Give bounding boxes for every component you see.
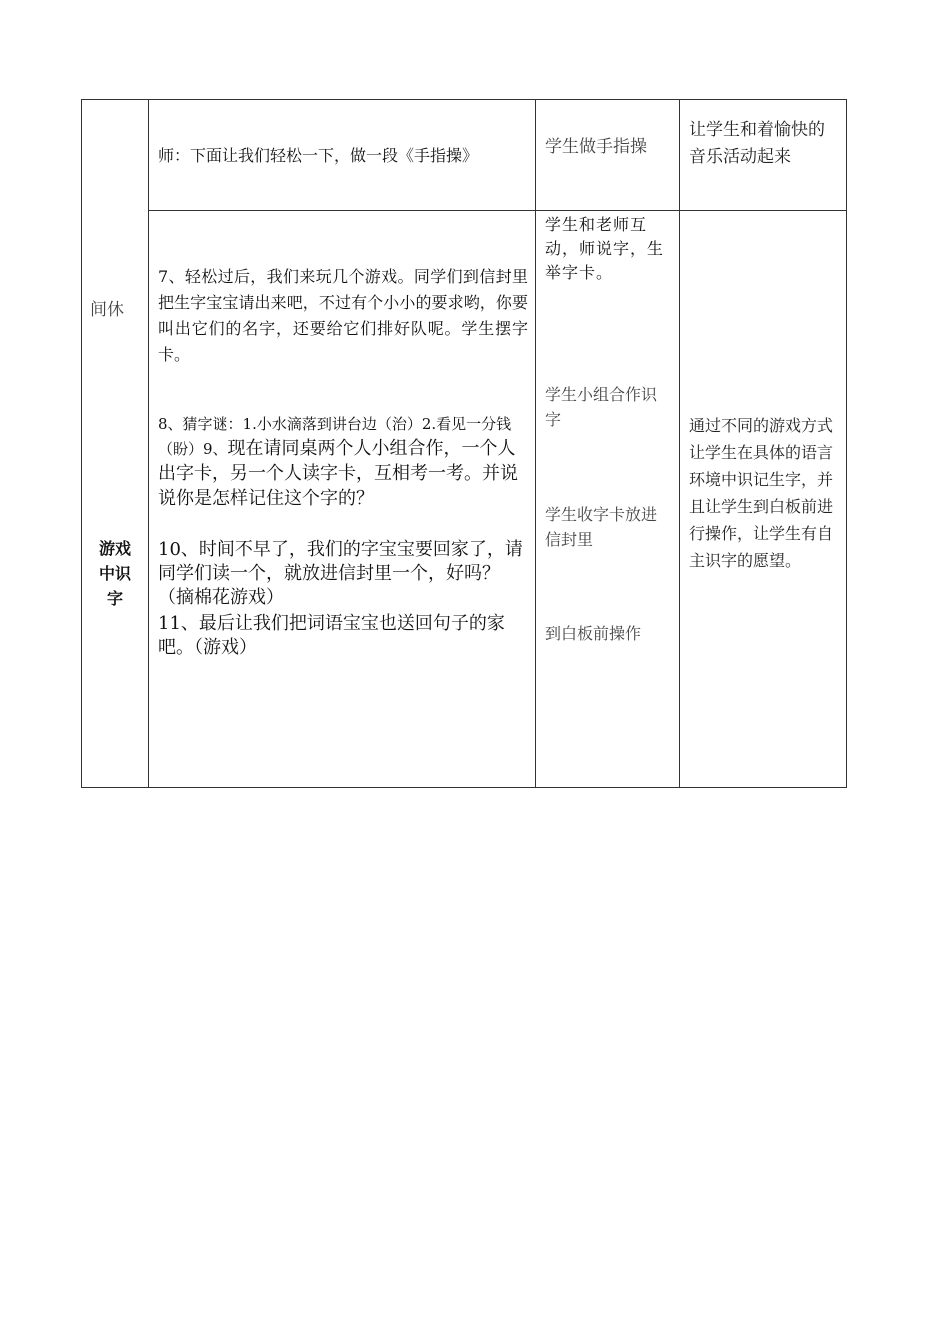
table-row-divider [148,210,847,211]
row2-intent-text: 通过不同的游戏方式让学生在具体的语言环境中识记生字，并且让学生到白板前进行操作，让学生有自主识字的愿望。 [689,416,834,570]
section-label-game-line1: 游戏 [98,539,131,558]
table-col-divider-1 [148,99,149,788]
section-label-game-line3: 字 [106,589,123,608]
table-col-divider-2 [535,99,536,788]
row2-teacher-paragraph-10: 10、时间不早了，我们的字宝宝要回家了，请同学们读一个，就放进信封里一个，好吗？（摘棉花游戏） [158,539,523,608]
table-border-right [846,99,847,788]
row1-intent-text: 让学生和着愉快的音乐活动起来 [689,120,825,167]
table-col-divider-3 [679,99,680,788]
row1-teacher-text: 师：下面让我们轻松一下，做一段《手指操》 [158,146,479,165]
row2-teacher-paragraph-7: 7、轻松过后，我们来玩几个游戏。同学们到信封里把生字宝宝请出来吧，不过有个小小的要求哟，你要叫出它们的名字，还要给它们排好队呢。学生摆字卡。 [158,267,528,364]
row2-pair-work-text: 现在请同桌两个人小组合作，一个人出字卡，另一个人读字卡，互相考一考。并说说你是怎样记住这个字的？ [158,438,518,509]
section-label-game-line2: 中识 [98,564,131,583]
row2-student-text-3: 学生收字卡放进信封里 [545,505,658,549]
row2-student-text-2: 学生小组合作识字 [545,385,658,429]
row2-student-text-4: 到白板前操作 [545,624,642,643]
section-label-break: 间休 [90,300,124,320]
section-label-game [88,536,142,611]
row2-teacher-paragraph-11: 11、最后让我们把词语宝宝也送回句子的家吧。（游戏） [158,613,505,658]
table-border-bottom [81,787,847,788]
row2-riddle-text: 8、猜字谜：1.小水滴落到讲台边（治）2.看见一分钱（盼）9、 [158,415,512,458]
row2-teacher-paragraph-8 [158,412,528,512]
table-border-left [81,99,82,788]
row2-student-text-1: 学生和老师互动，师说字，生举字卡。 [545,215,665,282]
table-border-top [81,99,847,100]
row1-student-text: 学生做手指操 [545,137,647,157]
